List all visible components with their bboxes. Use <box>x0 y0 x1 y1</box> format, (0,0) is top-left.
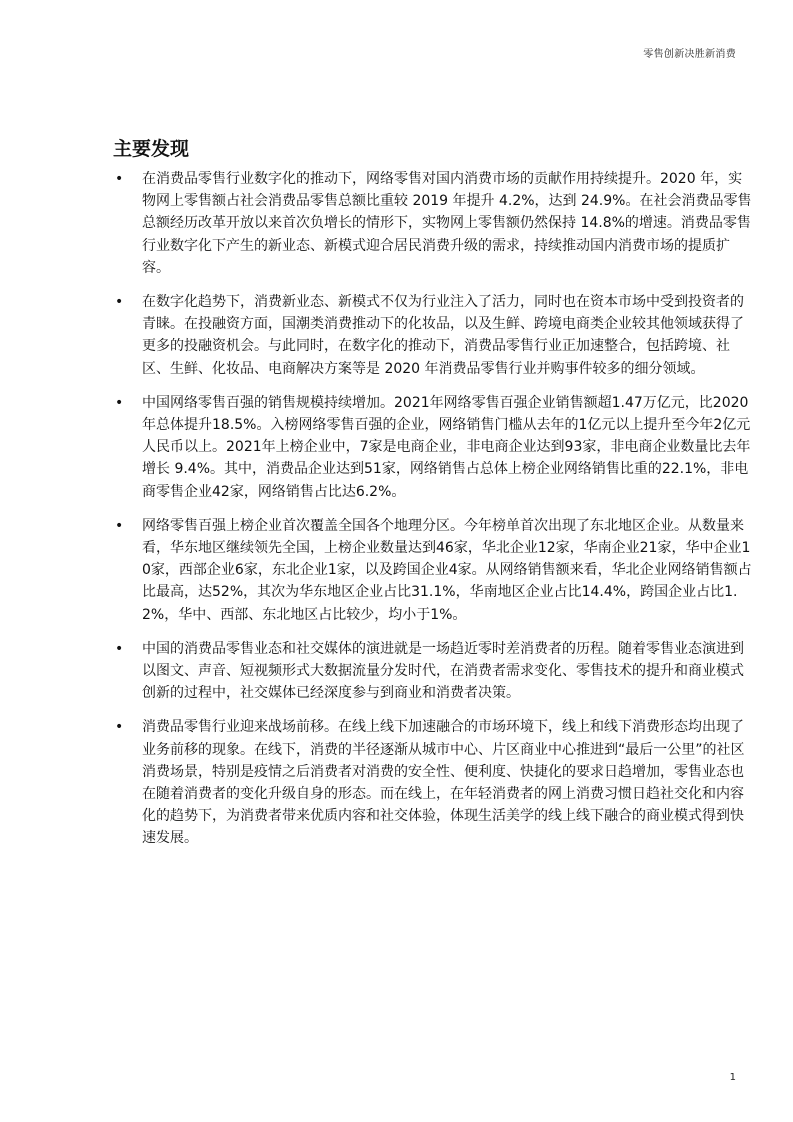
finding-text: 在消费品零售行业数字化的推动下，网络零售对国内消费市场的贡献作用持续提升。2020 年，实物网上零售额占社会消费品零售总额比重较 2019 年提升 4.2%，达到 24.9%。在社会消费品零售总额经历改革开放以来首次负增长的情形下，实物网上零售额仍然保持 14.8%的增速。消费品零售行业数字化下产生的新业态、新模式迎合居民消费升级的需求，持续推动国内消费市场的提质扩容。 <box>142 171 752 276</box>
finding-text: 中国网络零售百强的销售规模持续增加。2021年网络零售百强企业销售额超1.47万亿元，比2020年总体提升18.5%。入榜网络零售百强的企业，网络销售门槛从去年的1亿元以上提升至今年2亿元人民币以上。2021年上榜企业中，7家是电商企业，非电商企业达到93家，非电商企业数量比去年增长 9.4%。其中，消费品企业达到51家，网络销售占总体上榜企业网络销售比重的22.1%，非电商零售企业42家，网络销售占比达6.2%。 <box>142 394 751 500</box>
finding-text: 在数字化趋势下，消费新业态、新模式不仅为行业注入了活力，同时也在资本市场中受到投资者的青睐。在投融资方面，国潮类消费推动下的化妆品，以及生鲜、跨境电商类企业较其他领域获得了更多的投融资机会。与此同时，在数字化的推动下，消费品零售行业正加速整合，包括跨境、社区、生鲜、化妆品、电商解决方案等是 2020 年消费品零售行业并购事件较多的细分领域。 <box>142 294 744 377</box>
section-title: 主要发现 <box>113 138 190 160</box>
findings-list <box>113 168 753 850</box>
page-number: 1 <box>729 1072 736 1083</box>
finding-text: 网络零售百强上榜企业首次覆盖全国各个地理分区。今年榜单首次出现了东北地区企业。从数量来看，华东地区继续领先全国，上榜企业数量达到46家，华北企业12家，华南企业21家，华中企业10家，西部企业6家，东北企业1家，以及跨国企业4家。从网络销售额来看，华北企业网络销售额占比最高，达52%，其次为华东地区企业占比31.1%，华南地区企业占比14.4%，跨国企业占比1.2%，华中、西部、东北地区占比较少，均小于1%。 <box>142 517 752 623</box>
finding-item <box>113 638 753 705</box>
bullet-icon: • <box>115 517 124 534</box>
bullet-icon: • <box>115 640 124 657</box>
finding-item <box>113 168 753 279</box>
finding-item <box>113 515 753 626</box>
finding-item <box>113 392 753 503</box>
running-header: 零售创新决胜新消费 <box>643 49 736 60</box>
bullet-icon: • <box>115 394 124 411</box>
finding-text: 消费品零售行业迎来战场前移。在线上线下加速融合的市场环境下，线上和线下消费形态均出现了业务前移的现象。在线下，消费的半径逐渐从城市中心、片区商业中心推进到“最后一公里”的社区消费场景，特别是疫情之后消费者对消费的安全性、便利度、快捷化的要求日趋增加，零售业态也在随着消费者的变化升级自身的形态。而在线上，在年轻消费者的网上消费习惯日趋社交化和内容化的趋势下，为消费者带来优质内容和社交体验，体现生活美学的线上线下融合的商业模式得到快速发展。 <box>142 719 745 847</box>
finding-item <box>113 716 753 849</box>
bullet-icon: • <box>115 719 124 736</box>
finding-text: 中国的消费品零售业态和社交媒体的演进就是一场趋近零时差消费者的历程。随着零售业态演进到以图文、声音、短视频形式大数据流量分发时代，在消费者需求变化、零售技术的提升和商业模式创新的过程中，社交媒体已经深度参与到商业和消费者决策。 <box>142 640 744 702</box>
bullet-icon: • <box>115 294 124 311</box>
finding-item <box>113 291 753 380</box>
bullet-icon: • <box>115 171 124 187</box>
